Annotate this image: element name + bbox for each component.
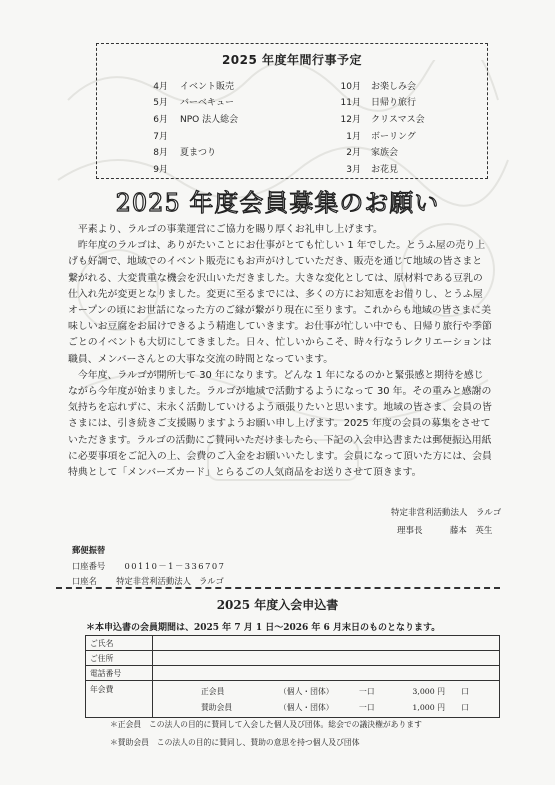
address-label: ご住所 <box>86 651 153 666</box>
form-row-address <box>86 651 500 666</box>
note-regular-member: ＊正会員 この法人の目的に賛同して入会した個人及び団体。総会での議決権があります <box>110 720 422 729</box>
form-title: 2025 年度入会申込書 <box>216 598 339 612</box>
schedule-month: 8月 <box>153 148 168 159</box>
schedule-row <box>336 94 425 111</box>
schedule-row <box>141 127 238 144</box>
schedule-event: お楽しみ会 <box>371 81 417 92</box>
fee-units-input[interactable]: 口 <box>461 702 469 712</box>
schedule-row <box>141 94 238 111</box>
fee-label: 年会費 <box>86 681 153 718</box>
phone-label: 電話番号 <box>86 666 153 681</box>
schedule-month: 3月 <box>346 164 361 175</box>
schedule-row <box>336 127 425 144</box>
schedule-month: 6月 <box>153 114 168 125</box>
signature-title: 理事長 <box>397 526 423 536</box>
schedule-month: 12月 <box>340 114 361 125</box>
letter-body <box>68 222 492 481</box>
paragraph-this-year <box>68 368 492 481</box>
schedule-event: 日帰り旅行 <box>371 98 417 109</box>
fee-option-supporting <box>157 699 495 715</box>
schedule-month: 5月 <box>153 98 168 109</box>
fee-detail: （個人・団体） <box>279 686 334 696</box>
paragraph-text: 今年度、ラルゴが開所して 30 年になります。どんな 1 年になるのかと緊張感と期待を感じながら今年度が始まりました。ラルゴが地域で活動するようになって 30 年。その重みと感謝の気持ちを忘れずに、末永く活動していけるよう頑張りたいと思います。地域の皆さま、会員の皆さまには、引き続きご支援賜りますようお願い申し上げます。2025 年度の会員の募集をさせていただきます。ラルゴの活動にご賛同いただけましたら、下記の入会申込書または郵便振込用紙に必要事項をご記入の上、会費のご入金をお願いいたします。会員になって頂いた方には、会員特典として「メンバーズカード」とらるごの人気商品をお送りさせて頂きます。 <box>68 369 492 479</box>
schedule-event: お花見 <box>371 164 399 175</box>
schedule-event: 夏まつり <box>180 148 217 159</box>
schedule-event: ボーリング <box>371 131 416 142</box>
phone-field[interactable] <box>153 666 500 681</box>
fee-price: 3,000 円 <box>412 686 445 696</box>
paragraph-last-year <box>68 238 492 368</box>
address-field[interactable] <box>153 651 500 666</box>
signature-name: 藤本 英生 <box>449 526 493 536</box>
fee-type: 正会員 <box>201 686 225 696</box>
schedule-row <box>336 143 425 160</box>
schedule-month: 11月 <box>340 98 361 109</box>
name-label: ご氏名 <box>86 636 153 651</box>
postal-account-label: 口座番号 <box>72 561 106 571</box>
form-row-name <box>86 636 500 651</box>
signature-line <box>397 524 492 536</box>
schedule-event: イベント販売 <box>180 81 235 92</box>
postal-account-number: 00110－1－336707 <box>124 561 226 571</box>
fee-type: 賛助会員 <box>201 702 233 712</box>
annual-schedule-box <box>96 43 488 179</box>
schedule-month: 10月 <box>340 81 361 92</box>
fee-option-regular <box>157 683 495 699</box>
fee-unit: 一口 <box>359 686 375 696</box>
schedule-month: 9月 <box>153 164 168 175</box>
schedule-row <box>141 160 238 177</box>
schedule-row <box>141 143 238 160</box>
schedule-column-right <box>336 77 425 177</box>
paragraph-text: 昨年度のラルゴは、ありがたいことにお仕事がとても忙しい 1 年でした。とうふ屋の売り上げも好調で、地域でのイベント販売にもお声がけしていただき、販売を通じて地域の皆さまと繋がれる、大変貴重な機会を沢山いただきました。大きな変化としては、原材料である豆乳の仕入れ先が変更となりました。変更に至るまでには、多くの方にお知恵をお借りし、とうふ屋オープンの頃にお世話になった方のご縁が繋がり現在に至ります。これからも地域の皆さまに美味しいお豆腐をお届けできるよう精進していきます。お仕事が忙しい中でも、日帰り旅行や季節ごとのイベントも大切にしてきました。日々、忙しいからこそ、時々行なうレクリエーションは職員、メンバーさんとの大事な交流の時間となっています。 <box>68 240 492 365</box>
schedule-event: バーベキュー <box>180 98 235 109</box>
schedule-row <box>141 77 238 94</box>
schedule-row <box>336 110 425 127</box>
note-supporting-member: ＊賛助会員 この法人の目的に賛同し、賛助の意思を持つ個人及び団体 <box>110 738 360 747</box>
form-row-fee <box>86 681 500 718</box>
schedule-month: 1月 <box>346 131 361 142</box>
schedule-row <box>336 160 425 177</box>
schedule-event: 家族会 <box>371 148 399 159</box>
fee-options <box>153 681 500 718</box>
postal-name-value: 特定非営利活動法人 ラルゴ <box>116 576 224 586</box>
schedule-title: 2025 年度年間行事予定 <box>221 53 363 67</box>
schedule-row <box>336 77 425 94</box>
schedule-event: NPO 法人総会 <box>180 114 239 125</box>
schedule-row <box>141 110 238 127</box>
schedule-event: クリスマス会 <box>371 114 425 125</box>
schedule-column-left <box>141 77 238 177</box>
fee-detail: （個人・団体） <box>279 702 334 712</box>
postal-name-row <box>72 575 224 587</box>
page-title: 2025 年度会員募集のお願い <box>115 189 440 217</box>
signature-organization: 特定非営利活動法人 ラルゴ <box>391 508 502 518</box>
fee-unit: 一口 <box>359 702 375 712</box>
schedule-month: 2月 <box>346 148 361 159</box>
form-row-phone <box>86 666 500 681</box>
postal-name-label: 口座名 <box>72 576 97 586</box>
postal-account-row <box>72 560 225 572</box>
name-field[interactable] <box>153 636 500 651</box>
application-form-table <box>85 635 500 718</box>
membership-period-note: ＊本申込書の会員期間は、2025 年 7 月 1 日～2026 年 6 月末日のものとなります。 <box>86 623 441 633</box>
paragraph-greeting <box>68 222 492 238</box>
fee-units-input[interactable]: 口 <box>461 686 469 696</box>
paragraph-text: 平素より、ラルゴの事業運営にご協力を賜り厚くお礼申し上げます。 <box>77 224 383 235</box>
schedule-month: 7月 <box>153 131 168 142</box>
cut-line-divider <box>56 587 500 589</box>
schedule-month: 4月 <box>153 81 168 92</box>
postal-heading: 郵便振替 <box>72 545 106 555</box>
fee-price: 1,000 円 <box>412 702 445 712</box>
